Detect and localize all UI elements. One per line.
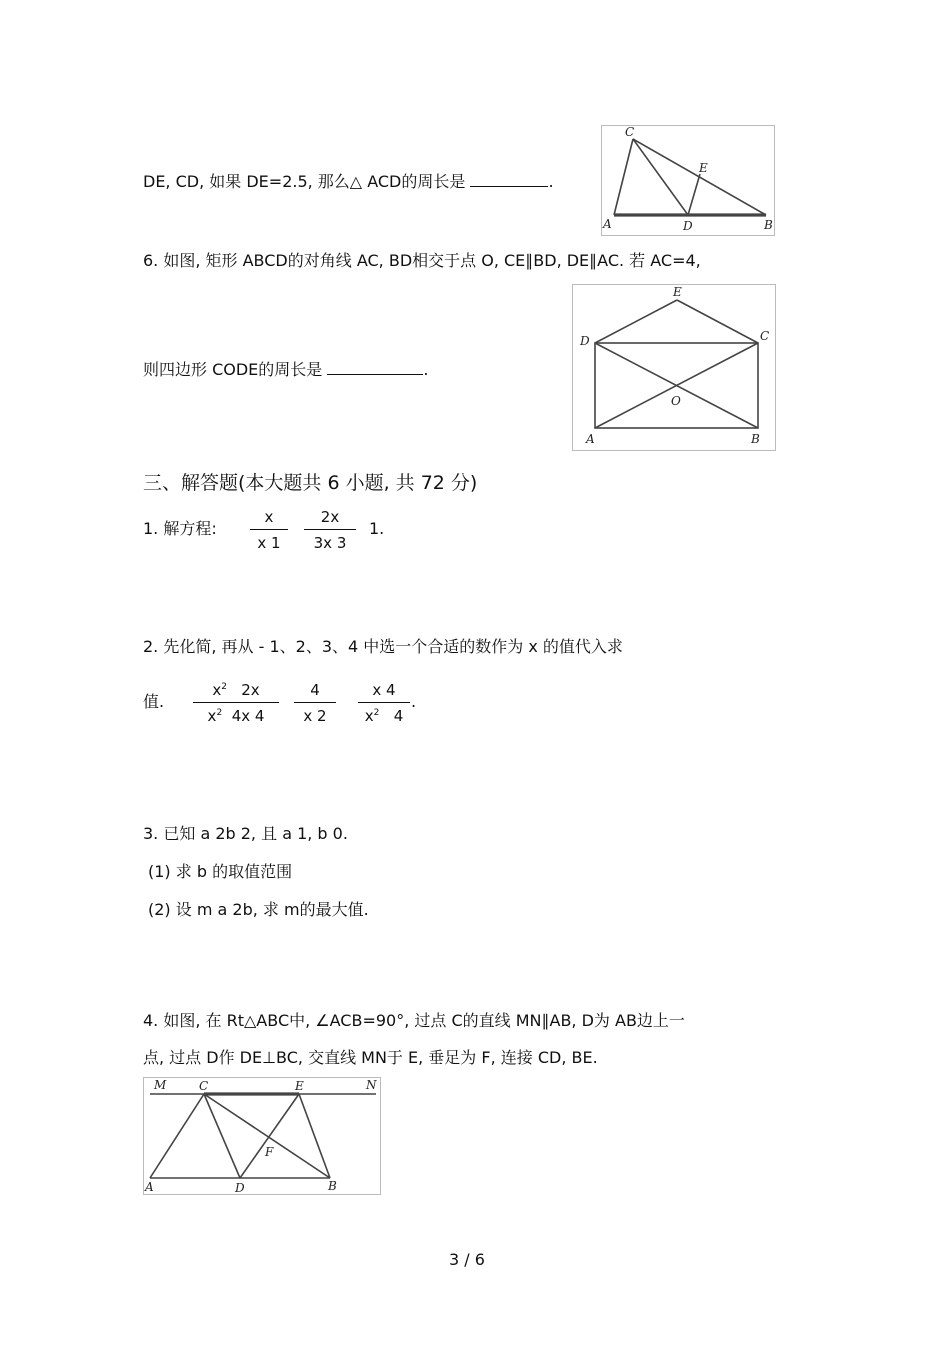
fig4-label-c: C xyxy=(199,1079,209,1093)
q5-tail-end: . xyxy=(548,172,554,191)
fig4-label-f: F xyxy=(265,1145,274,1159)
p1-prefix: 1. 解方程: xyxy=(143,519,217,538)
q6-line-1: 6. 如图, 矩形 ABCD的对角线 AC, BD相交于点 O, CE∥BD, DE∥AC. 若 AC=4, xyxy=(143,251,701,270)
fig5-label-a: A xyxy=(603,217,612,231)
p3-line-1: 3. 已知 a 2b 2, 且 a 1, b 0. xyxy=(143,824,348,843)
fig6-label-a: A xyxy=(586,432,595,446)
p2-f1-numerator: $x^2$ 2x xyxy=(212,681,260,699)
fig6-label-c: C xyxy=(760,329,770,343)
figure-right-triangle-abc xyxy=(143,1077,381,1195)
p2-f2-numerator: 4 xyxy=(310,681,320,699)
p2-f1-denominator: $x^2$ 4x 4 xyxy=(207,707,265,725)
q6-line-2-text: 则四边形 CODE的周长是 xyxy=(143,360,323,379)
fig6-label-b: B xyxy=(751,432,760,446)
p3-line-3: (2) 设 m a 2b, 求 m的最大值. xyxy=(148,900,369,919)
fig6-label-d: D xyxy=(580,334,590,348)
figure-rectangle-abcd xyxy=(572,284,776,451)
q6-line-2 xyxy=(143,358,428,380)
fig4-label-e: E xyxy=(295,1079,304,1093)
p2-line-1: 2. 先化简, 再从 - 1、2、3、4 中选一个合适的数作为 x 的值代入求 xyxy=(143,637,623,656)
q5-tail-line xyxy=(143,170,554,192)
p2-f2-denominator: x 2 xyxy=(303,707,327,725)
p2-f3-denominator: $x^2$ 4 xyxy=(364,707,404,725)
p2-f3-numerator: x 4 xyxy=(372,681,396,699)
p1-fraction-2 xyxy=(304,508,356,552)
p2-fraction-1 xyxy=(193,681,279,725)
answer-blank xyxy=(470,170,548,187)
p1-fraction-1 xyxy=(250,508,288,552)
p1-f2-numerator: 2x xyxy=(320,508,340,526)
page-number: 3 / 6 xyxy=(449,1250,485,1269)
fig5-label-e: E xyxy=(699,161,708,175)
p2-fraction-3 xyxy=(358,681,410,725)
p4-line-2: 点, 过点 D作 DE⊥BC, 交直线 MN于 E, 垂足为 F, 连接 CD, BE. xyxy=(143,1048,598,1067)
fig6-label-o: O xyxy=(671,394,681,408)
p1-f2-denominator: 3x 3 xyxy=(313,534,347,552)
p2-suffix: . xyxy=(411,692,417,711)
section-3-title: 三、解答题(本大题共 6 小题, 共 72 分) xyxy=(143,472,478,494)
fig4-label-a: A xyxy=(145,1180,154,1194)
fig4-label-m: M xyxy=(154,1078,167,1092)
fig5-label-c: C xyxy=(625,126,635,139)
q6-end: . xyxy=(423,360,429,379)
fig4-label-d: D xyxy=(235,1181,245,1194)
fig4-label-n: N xyxy=(366,1078,377,1092)
p1-f1-numerator: x xyxy=(264,508,274,526)
p1-f1-denominator: x 1 xyxy=(257,534,281,552)
fig6-label-e: E xyxy=(673,285,682,299)
fig5-label-d: D xyxy=(683,219,693,233)
p1-suffix: 1. xyxy=(369,519,385,538)
fig4-label-b: B xyxy=(328,1179,337,1193)
p2-fraction-2 xyxy=(294,681,336,725)
fig5-label-b: B xyxy=(764,218,773,232)
figure-triangle-acd xyxy=(601,125,775,236)
p4-line-1: 4. 如图, 在 Rt△ABC中, ∠ACB=90°, 过点 C的直线 MN∥AB, D为 AB边上一 xyxy=(143,1011,685,1030)
p3-line-2: (1) 求 b 的取值范围 xyxy=(148,862,293,881)
p2-prefix: 值. xyxy=(143,692,165,711)
q5-tail-text: DE, CD, 如果 DE=2.5, 那么△ ACD的周长是 xyxy=(143,172,466,191)
answer-blank xyxy=(327,358,423,375)
